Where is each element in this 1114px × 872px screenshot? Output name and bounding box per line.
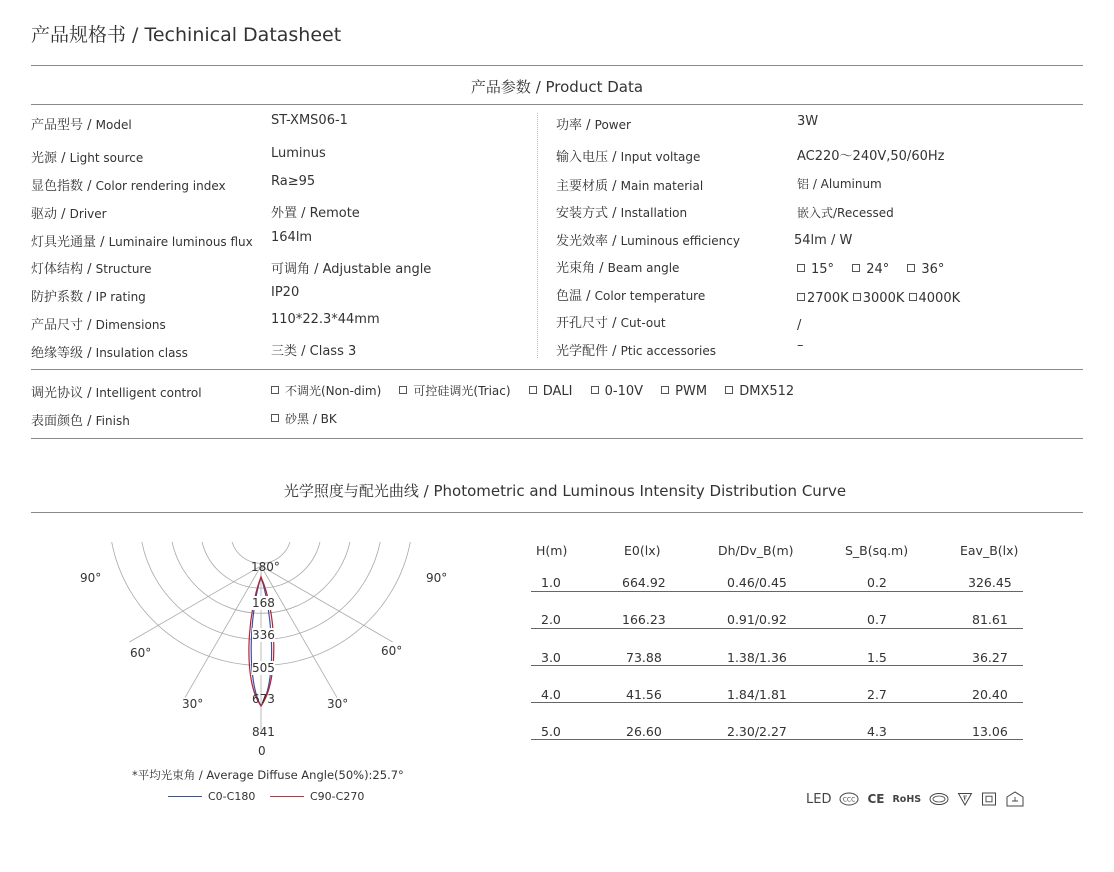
checkbox-icon <box>591 386 599 394</box>
spec-label-power: 功率 / Power <box>556 118 631 133</box>
table-header: H(m) <box>536 543 568 558</box>
control-option-pwm[interactable]: PWM <box>661 384 707 399</box>
control-option-dmx512[interactable]: DMX512 <box>725 384 794 399</box>
checkbox-icon <box>797 293 805 301</box>
spec-label-structure: 灯体结构 / Structure <box>31 262 152 277</box>
checkbox-icon <box>271 414 279 422</box>
ring-label-505: 505 <box>252 661 275 675</box>
spec-value-structure: 可调角 / Adjustable angle <box>271 262 432 277</box>
f-mark-icon <box>957 792 973 806</box>
ce-mark: CE <box>867 792 885 806</box>
cct-option-4000[interactable]: 4000K <box>909 291 961 306</box>
table-cell: 166.23 <box>622 612 666 627</box>
table-row-divider <box>531 591 1023 592</box>
table-cell: 2.7 <box>867 687 887 702</box>
spec-value-efficiency: 54lm / W <box>794 233 853 248</box>
angle-label-right-90: 90° <box>426 571 448 585</box>
page-title: 产品规格书 / Techinical Datasheet <box>31 24 342 46</box>
certification-marks <box>806 790 1025 808</box>
spec-value-flux: 164lm <box>271 230 313 245</box>
polar-axis-left-60 <box>129 566 261 642</box>
table-cell: 2.30/2.27 <box>727 724 787 739</box>
checkbox-icon <box>399 386 407 394</box>
table-cell: 0.46/0.45 <box>727 575 787 590</box>
spec-label-driver: 驱动 / Driver <box>31 207 107 222</box>
divider <box>31 369 1083 370</box>
table-header: E0(lx) <box>624 543 661 558</box>
spec-label-dimensions: 产品尺寸 / Dimensions <box>31 318 166 333</box>
photometric-title: 光学照度与配光曲线 / Photometric and Luminous Intensity Distribution Curve <box>283 482 847 500</box>
spec-value-accessories: – <box>797 338 804 353</box>
angle-label-left-90: 90° <box>80 571 102 585</box>
legend-swatch-red <box>270 796 304 797</box>
table-cell: 1.84/1.81 <box>727 687 787 702</box>
led-mark: LED <box>806 791 832 807</box>
table-cell: 0.2 <box>867 575 887 590</box>
spec-value-driver: 外置 / Remote <box>271 206 360 221</box>
control-option-non-dim[interactable]: 不调光(Non-dim) <box>271 384 381 399</box>
table-cell: 1.38/1.36 <box>727 650 787 665</box>
cqc-mark-icon <box>929 792 949 806</box>
table-cell: 41.56 <box>626 687 662 702</box>
spec-label-color-temp: 色温 / Color temperature <box>556 289 706 304</box>
table-cell: 664.92 <box>622 575 666 590</box>
cct-option-3000[interactable]: 3000K <box>853 291 905 306</box>
control-option-triac[interactable]: 可控硅调光(Triac) <box>399 384 510 399</box>
spec-label-installation: 安装方式 / Installation <box>556 206 688 221</box>
beam-option-24[interactable]: 24° <box>852 262 889 277</box>
angle-label-top: 180° <box>251 560 280 574</box>
table-cell: 81.61 <box>972 612 1008 627</box>
spec-label-light-source: 光源 / Light source <box>31 151 144 166</box>
table-cell: 36.27 <box>972 650 1008 665</box>
table-cell: 1.0 <box>541 575 561 590</box>
angle-label-right-30: 30° <box>327 697 349 711</box>
checkbox-icon <box>909 293 917 301</box>
spec-value-input-voltage: AC220～240V,50/60Hz <box>797 149 945 164</box>
checkbox-icon <box>529 386 537 394</box>
finish-option-bk[interactable]: 砂黑 / BK <box>271 412 337 427</box>
table-cell: 20.40 <box>972 687 1008 702</box>
divider <box>31 512 1083 513</box>
angle-label-bottom: 0 <box>258 744 266 758</box>
spec-label-material: 主要材质 / Main material <box>556 179 704 194</box>
spec-value-insulation: 三类 / Class 3 <box>271 344 357 359</box>
checkbox-icon <box>907 264 915 272</box>
spec-label-input-voltage: 输入电压 / Input voltage <box>556 150 701 165</box>
spec-label-ip: 防护系数 / IP rating <box>31 290 146 305</box>
checkbox-icon <box>797 264 805 272</box>
table-cell: 4.3 <box>867 724 887 739</box>
rohs-mark: RoHS <box>892 793 922 805</box>
ring-label-168: 168 <box>252 596 275 610</box>
table-cell: 73.88 <box>626 650 662 665</box>
beam-angle-options <box>797 262 958 277</box>
spec-label-model: 产品型号 / Model <box>31 118 132 133</box>
legend-c0-c180: C0-C180 <box>168 790 255 803</box>
control-option-0-10v[interactable]: 0-10V <box>591 384 643 399</box>
angle-label-left-60: 60° <box>130 646 152 660</box>
spec-label-cri: 显色指数 / Color rendering index <box>31 179 226 194</box>
spec-value-model: ST-XMS06-1 <box>271 113 348 128</box>
table-cell: 1.5 <box>867 650 887 665</box>
table-cell: 4.0 <box>541 687 561 702</box>
table-row-divider <box>531 628 1023 629</box>
table-header: Dh/Dv_B(m) <box>718 543 794 558</box>
column-divider <box>537 113 538 358</box>
class-ii-mark-icon <box>981 792 997 806</box>
angle-label-right-60: 60° <box>381 644 403 658</box>
control-options <box>271 382 808 399</box>
spec-label-efficiency: 发光效率 / Luminous efficiency <box>556 234 740 249</box>
table-cell: 5.0 <box>541 724 561 739</box>
checkbox-icon <box>271 386 279 394</box>
spec-value-cri: Ra≥95 <box>271 174 316 189</box>
spec-label-insulation: 绝缘等级 / Insulation class <box>31 346 188 361</box>
table-row-divider <box>531 739 1023 740</box>
table-cell: 2.0 <box>541 612 561 627</box>
divider <box>31 65 1083 66</box>
spec-value-material: 铝 / Aluminum <box>797 177 882 191</box>
spec-label-accessories: 光学配件 / Ptic accessories <box>556 344 717 359</box>
angle-label-left-30: 30° <box>182 697 204 711</box>
ring-label-336: 336 <box>252 628 275 642</box>
beam-option-36[interactable]: 36° <box>907 262 944 277</box>
legend-c90-c270: C90-C270 <box>270 790 364 803</box>
svg-text:CCC: CCC <box>843 796 856 804</box>
legend-swatch-blue <box>168 796 202 797</box>
spec-value-dimensions: 110*22.3*44mm <box>271 312 380 327</box>
table-cell: 0.7 <box>867 612 887 627</box>
finish-label: 表面颜色 / Finish <box>31 414 130 429</box>
table-row-divider <box>531 702 1023 703</box>
divider <box>31 104 1083 105</box>
spec-label-cutout: 开孔尺寸 / Cut-out <box>556 316 666 331</box>
spec-value-installation: 嵌入式/Recessed <box>797 206 894 220</box>
divider <box>31 438 1083 439</box>
checkbox-icon <box>725 386 733 394</box>
spec-label-beam-angle: 光束角 / Beam angle <box>556 261 680 276</box>
checkbox-icon <box>661 386 669 394</box>
table-cell: 26.60 <box>626 724 662 739</box>
table-header: S_B(sq.m) <box>845 543 909 558</box>
checkbox-icon <box>853 293 861 301</box>
color-temp-options <box>797 291 960 306</box>
control-option-dali[interactable]: DALI <box>529 384 573 399</box>
table-cell: 13.06 <box>972 724 1008 739</box>
ccc-mark-icon <box>839 792 859 806</box>
table-row-divider <box>531 665 1023 666</box>
product-data-title: 产品参数 / Product Data <box>470 78 644 96</box>
control-label: 调光协议 / Intelligent control <box>31 386 202 401</box>
recessed-mount-icon <box>1005 791 1025 807</box>
table-header: Eav_B(lx) <box>960 543 1019 558</box>
spec-value-cutout: / <box>797 318 802 333</box>
table-cell: 3.0 <box>541 650 561 665</box>
average-diffuse-angle-note: *平均光束角 / Average Diffuse Angle(50%):25.7° <box>132 768 404 782</box>
cct-option-2700[interactable]: 2700K <box>797 291 849 306</box>
spec-value-light-source: Luminus <box>271 146 326 161</box>
table-cell: 0.91/0.92 <box>727 612 787 627</box>
checkbox-icon <box>852 264 860 272</box>
table-cell: 326.45 <box>968 575 1012 590</box>
polar-axis-right-60 <box>261 566 393 642</box>
spec-label-flux: 灯具光通量 / Luminaire luminous flux <box>31 235 253 250</box>
ring-label-673: 673 <box>252 692 275 706</box>
ring-label-841: 841 <box>252 725 275 739</box>
spec-value-ip: IP20 <box>271 285 300 300</box>
beam-option-15[interactable]: 15° <box>797 262 834 277</box>
spec-value-power: 3W <box>797 114 819 129</box>
finish-options <box>271 410 337 427</box>
